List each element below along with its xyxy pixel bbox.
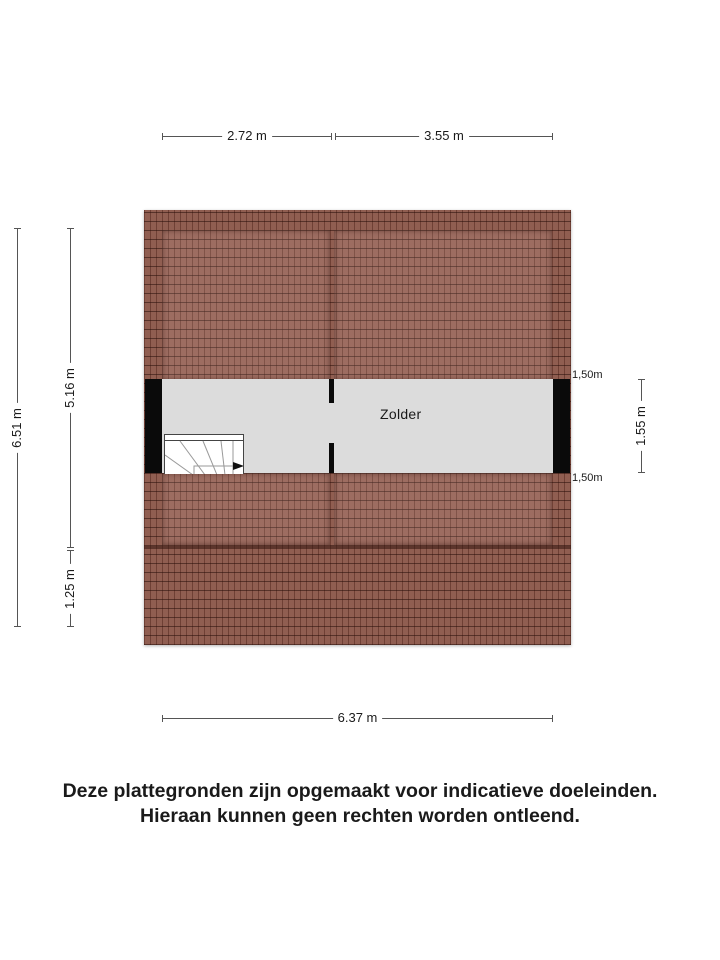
wall-partition-top (329, 379, 334, 403)
dimension-right-room (634, 379, 648, 473)
roof-ridge (144, 546, 571, 549)
height-marker-bottom: 1,50m (572, 472, 603, 484)
dimension-top-left (162, 129, 332, 143)
dimension-label: 1.25 m (63, 564, 77, 614)
staircase (164, 434, 244, 474)
roof-lower-right-panel (334, 473, 552, 545)
roof-lower-left-panel (162, 473, 330, 545)
dimension-top-right (335, 129, 553, 143)
stair-steps-icon (165, 435, 244, 474)
dimension-label: 6.51 m (10, 403, 24, 453)
wall-partition-bottom (329, 443, 334, 473)
roof-upper-left-panel (162, 230, 330, 380)
dimension-label: 1.55 m (634, 401, 648, 451)
dimension-left-total (10, 228, 24, 627)
height-marker-top: 1,50m (572, 369, 603, 381)
disclaimer-line-2: Hieraan kunnen geen rechten worden ontleend. (140, 805, 580, 827)
disclaimer-line-1: Deze plattegronden zijn opgemaakt voor indicatieve doeleinden. (62, 780, 658, 802)
roof-upper-right-panel (334, 230, 552, 380)
dimension-left-upper (63, 228, 77, 548)
wall-left (145, 379, 162, 473)
dimension-left-lower (63, 550, 77, 627)
dimension-label: 5.16 m (63, 363, 77, 413)
dimension-label: 2.72 m (222, 129, 272, 143)
dimension-bottom (162, 711, 553, 725)
room-label: Zolder (380, 406, 422, 422)
dimension-label: 6.37 m (333, 711, 383, 725)
wall-right (553, 379, 570, 473)
dimension-label: 3.55 m (419, 129, 469, 143)
